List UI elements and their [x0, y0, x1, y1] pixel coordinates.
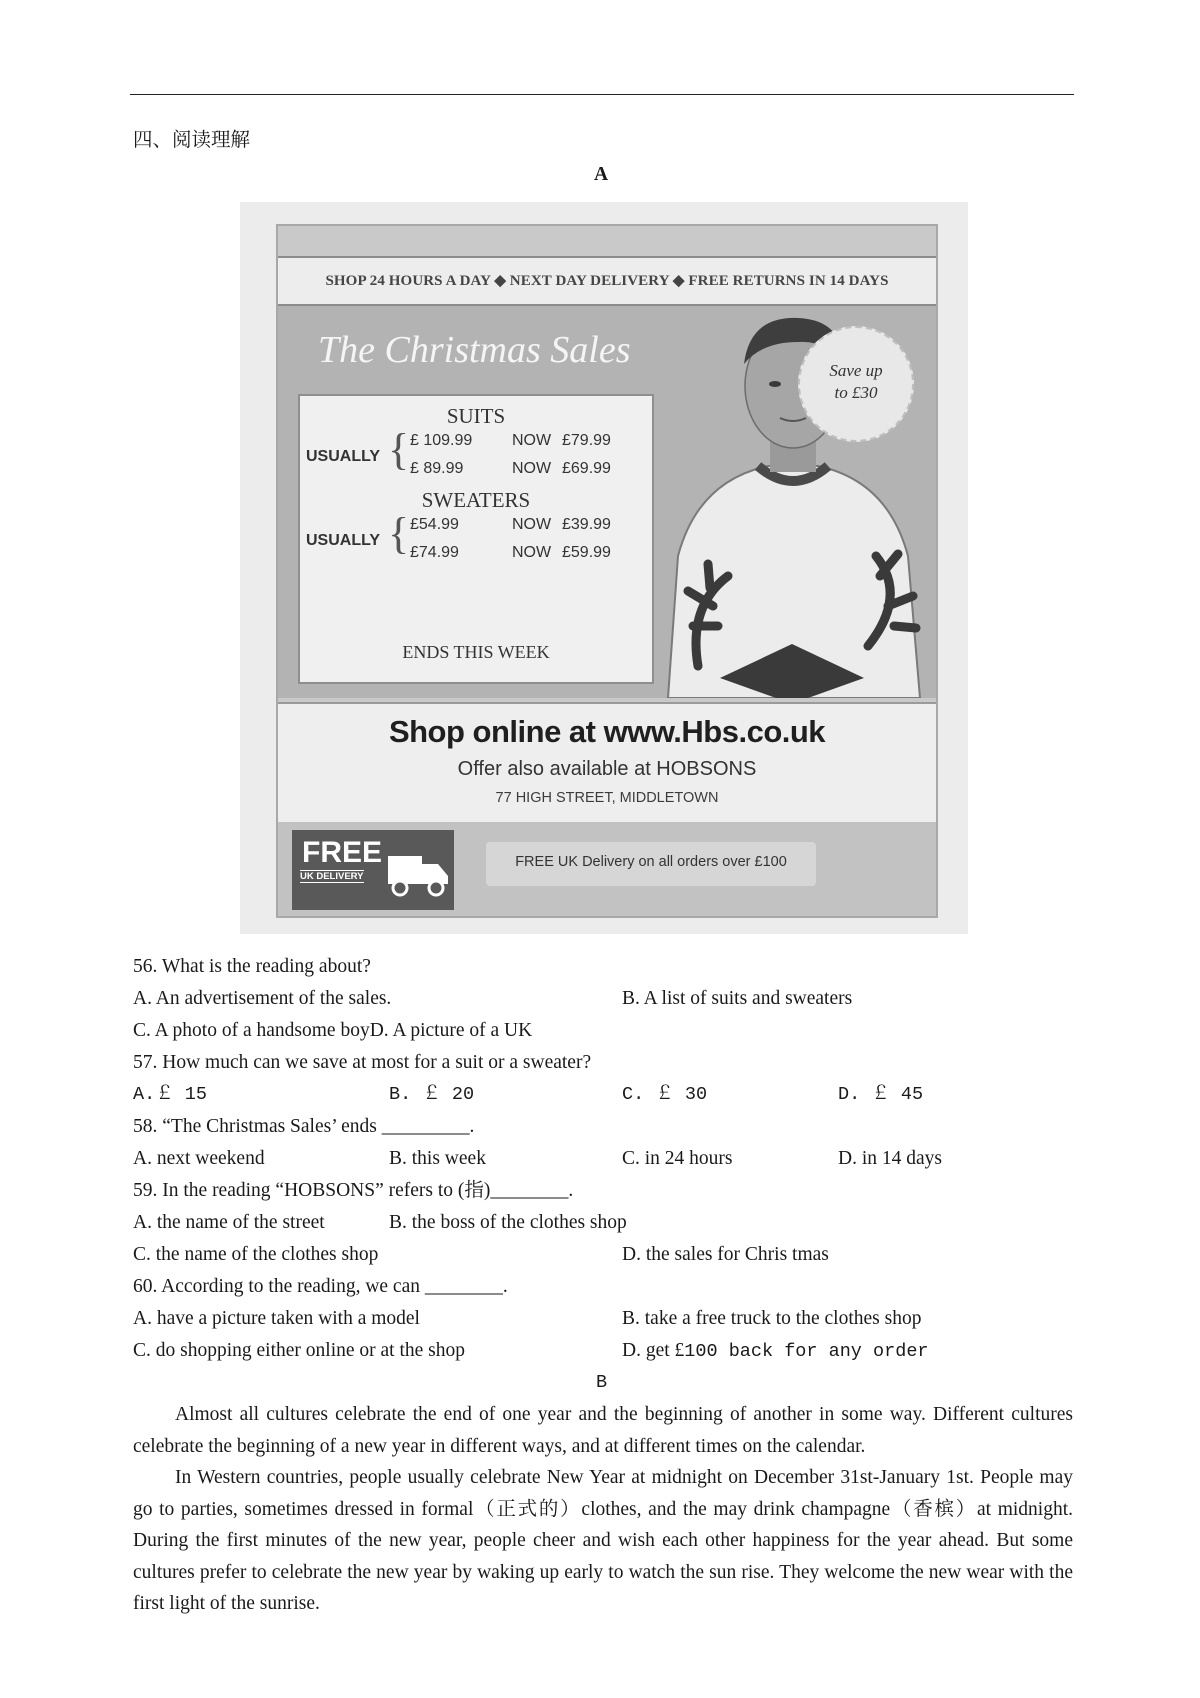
ad-title: The Christmas Sales — [318, 329, 631, 371]
q59-option-c: C. the name of the clothes shop — [133, 1244, 379, 1265]
passage-b-paragraph-1: Almost all cultures celebrate the end of one year and the beginning of another in some way. Different cultures celebrate the beginning of a new year in different ways, and at different times on the calendar. — [133, 1404, 1073, 1457]
delivery-note: FREE UK Delivery on all orders over £100 — [515, 854, 787, 870]
q57-option-c: C. ￡ 30 — [622, 1084, 708, 1105]
q58-option-b: B. this week — [389, 1148, 486, 1169]
ad-topbar-text: SHOP 24 HOURS A DAY ◆ NEXT DAY DELIVERY ◆ FREE RETURNS IN 14 DAYS — [325, 273, 889, 289]
shop-offer-text: Offer also available at HOBSONS — [457, 758, 757, 780]
sweater-usual-price: £54.99 — [410, 516, 459, 533]
q58-option-d: D. in 14 days — [838, 1148, 942, 1169]
sweater-now-label: NOW — [512, 544, 552, 561]
sweater-now-label: NOW — [512, 516, 552, 533]
q57-option-d: D. ￡ 45 — [838, 1084, 924, 1105]
shop-info-panel — [278, 702, 936, 822]
shop-online-url: Shop online at www.Hbs.co.uk — [388, 714, 826, 749]
ad-hero — [278, 306, 936, 698]
shop-address: 77 HIGH STREET, MIDDLETOWN — [495, 790, 719, 806]
price-box — [298, 394, 654, 684]
q58-option-c: C. in 24 hours — [622, 1148, 733, 1169]
q58-stem: 58. “The Christmas Sales’ ends _________. — [133, 1116, 475, 1137]
q57-option-b: B. ￡ 20 — [389, 1084, 475, 1105]
suits-usually-label: USUALLY — [306, 448, 381, 465]
q60-option-d — [622, 1337, 929, 1366]
q60-option-c: C. do shopping either online or at the shop — [133, 1340, 465, 1361]
q60-option-d-prefix: D. get £ — [622, 1340, 685, 1361]
suit-usual-price: £ 89.99 — [410, 460, 464, 477]
sweater-usual-price: £74.99 — [410, 544, 459, 561]
suits-heading: SUITS — [446, 404, 506, 428]
section-title: 四、阅读理解 — [133, 130, 251, 151]
advertisement-image — [240, 202, 968, 934]
sweaters-heading: SWEATERS — [421, 488, 531, 512]
q56-option-b: B. A list of suits and sweaters — [622, 988, 853, 1009]
suits-brace: { — [388, 425, 410, 474]
ad-topbar — [278, 256, 936, 306]
passage-b-paragraph-2: In Western countries, people usually celebrate New Year at midnight on December 31st-January 1st. People may go to parties, sometimes dressed in formal（正式的）clothes, and the may drink champagne（香槟）at midnight. During the first minutes of the new year, people cheer and wish each other happiness for the year ahead. But some cultures prefer to celebrate the new year by waking up early to watch the sun rise. They welcome the new wear with the first light of the sunrise. — [133, 1467, 1073, 1614]
q60-option-d-text: 100 back for any order — [684, 1341, 929, 1362]
part-a-label: A — [594, 164, 609, 185]
sweaters-usually-label: USUALLY — [306, 532, 381, 549]
free-sub: UK DELIVERY — [300, 871, 364, 882]
save-badge — [798, 326, 914, 442]
q59-option-b: B. the boss of the clothes shop — [389, 1212, 627, 1233]
part-b-label: B — [596, 1372, 608, 1393]
suit-now-price: £69.99 — [562, 460, 611, 477]
ad-frame — [276, 224, 938, 918]
save-line-1: Save up — [829, 361, 883, 380]
q58-option-a: A. next weekend — [133, 1148, 265, 1169]
delivery-note-box — [486, 842, 816, 886]
q57-option-a: A.￡ 15 — [133, 1084, 208, 1105]
q56-stem: 56. What is the reading about? — [133, 956, 371, 977]
suit-now-label: NOW — [512, 432, 552, 449]
sweater-now-price: £59.99 — [562, 544, 611, 561]
sweaters-brace: { — [388, 509, 410, 558]
q60-option-a: A. have a picture taken with a model — [133, 1308, 420, 1329]
q56-option-a: A. An advertisement of the sales. — [133, 988, 392, 1009]
truck-icon — [386, 844, 450, 902]
q59-option-d: D. the sales for Chris tmas — [622, 1244, 829, 1265]
q60-option-b: B. take a free truck to the clothes shop — [622, 1308, 922, 1329]
suit-now-label: NOW — [512, 460, 552, 477]
suit-now-price: £79.99 — [562, 432, 611, 449]
free-delivery-logo — [292, 830, 454, 910]
q59-option-a: A. the name of the street — [133, 1212, 325, 1233]
delivery-banner — [278, 822, 936, 916]
free-word: FREE — [302, 836, 383, 869]
q56-option-cd: C. A photo of a handsome boyD. A picture of a UK — [133, 1020, 533, 1041]
q57-stem: 57. How much can we save at most for a suit or a sweater? — [133, 1052, 592, 1073]
header-rule — [130, 94, 1074, 95]
sweater-now-price: £39.99 — [562, 516, 611, 533]
q60-stem: 60. According to the reading, we can ________. — [133, 1276, 508, 1297]
save-line-2: to £30 — [834, 383, 878, 402]
q59-stem: 59. In the reading “HOBSONS” refers to (指)________. — [133, 1180, 574, 1201]
sale-ends-text: ENDS THIS WEEK — [402, 642, 550, 662]
suit-usual-price: £ 109.99 — [410, 432, 473, 449]
